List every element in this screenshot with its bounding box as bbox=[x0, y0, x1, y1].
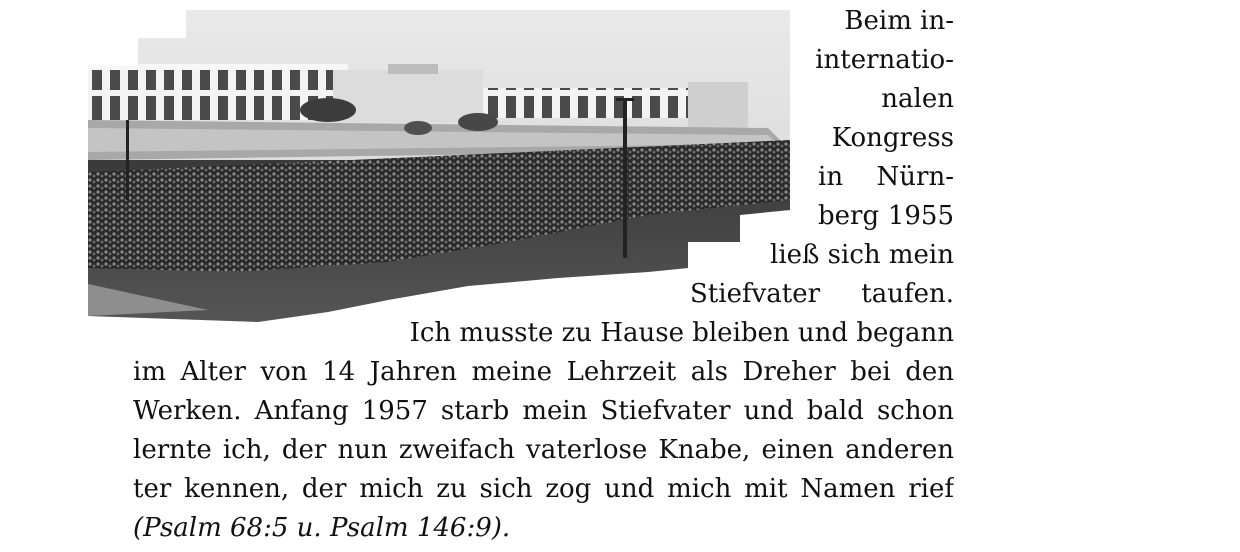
text-line: lernte ich, der nun zweifach vaterlose Knabe, einen anderen bbox=[133, 435, 954, 465]
text-line: im Alter von 14 Jahren meine Lehrzeit als Dreher bei den bbox=[133, 357, 954, 387]
text-line: ließ sich mein bbox=[770, 240, 954, 270]
psalm-citation: (Psalm 68:5 u. Psalm 146:9). bbox=[133, 513, 511, 543]
text-line: Beim in- bbox=[844, 6, 954, 36]
text-line: nalen bbox=[881, 84, 954, 114]
text-line: Stiefvater taufen. bbox=[690, 279, 954, 309]
text-line: Kongress bbox=[831, 123, 954, 153]
text-line: ter kennen, der mich zu sich zog und mich mit Namen rief bbox=[133, 474, 954, 504]
text-line: Ich musste zu Hause bleiben und begann bbox=[409, 318, 954, 348]
text-line: internatio- bbox=[815, 45, 954, 75]
stadium-crowd-photo bbox=[88, 10, 790, 322]
text-line: berg 1955 bbox=[818, 201, 954, 231]
text-line: Werken. Anfang 1957 starb mein Stiefvater und bald schon bbox=[133, 396, 954, 426]
text-line: in Nürn- bbox=[818, 162, 954, 192]
